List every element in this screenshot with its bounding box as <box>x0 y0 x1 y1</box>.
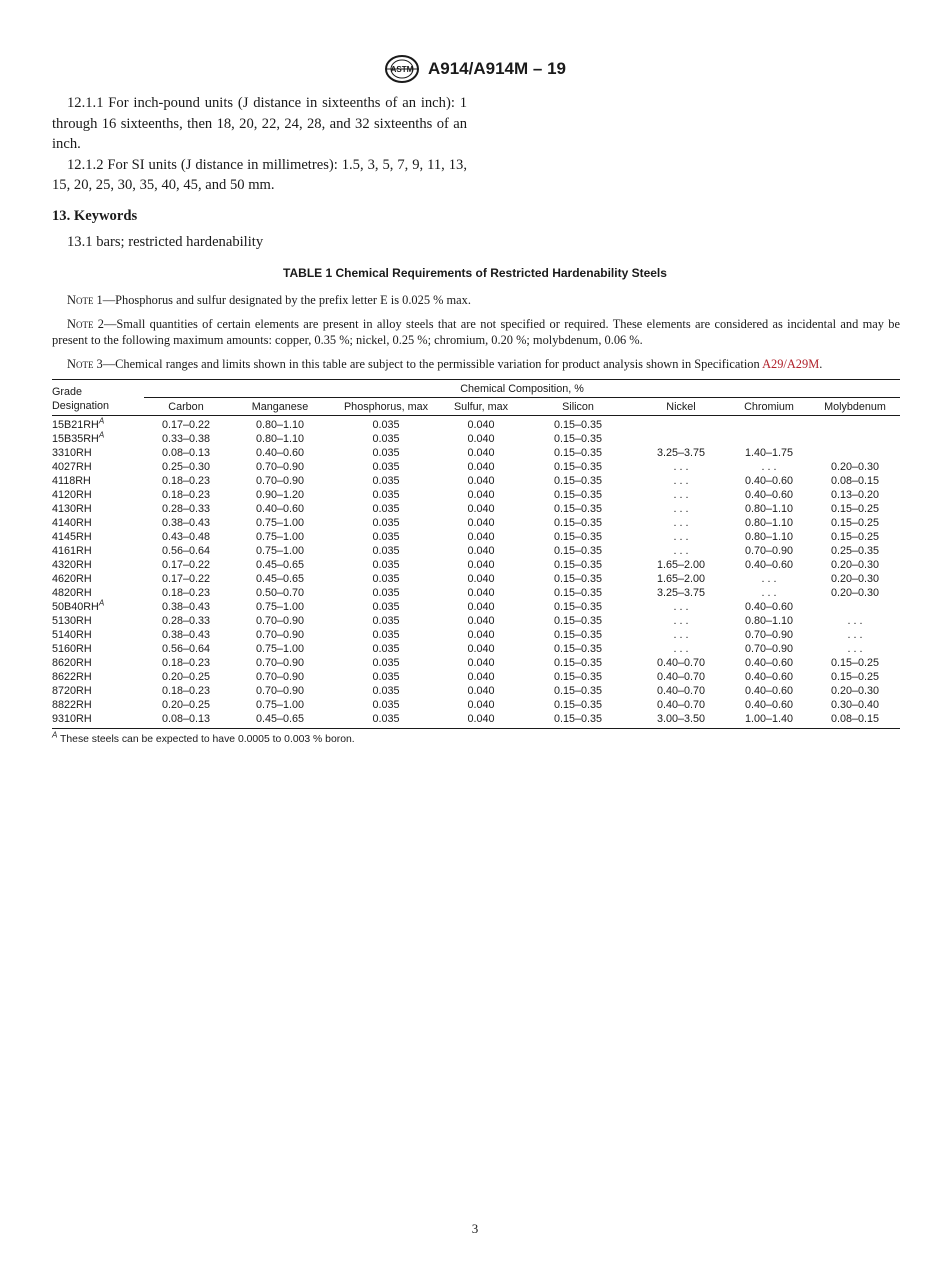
note-text: —Chemical ranges and limits shown in this table are subject to the permissible variation for product analysis shown in Specification <box>102 357 763 371</box>
cell-sulfur-max: 0.040 <box>467 517 495 529</box>
cell-sulfur-max: 0.040 <box>467 447 495 459</box>
cell-phosphorus-max: 0.035 <box>372 447 400 459</box>
table-title: TABLE 1 Chemical Requirements of Restricted Hardenability Steels <box>283 266 667 280</box>
cell-carbon: 0.38–0.43 <box>161 517 211 529</box>
cell-chromium: . . . <box>761 573 777 585</box>
cell-silicon: 0.15–0.35 <box>553 685 603 697</box>
cell-nickel: . . . <box>673 489 689 501</box>
table-row <box>52 670 900 684</box>
footnote-ref: A <box>98 598 105 608</box>
astm-logo-icon <box>384 54 420 84</box>
cell-manganese: 0.90–1.20 <box>255 489 305 501</box>
column-header-manganese: Manganese <box>228 398 332 416</box>
cell-chromium <box>728 432 810 446</box>
table-header-row-1 <box>52 380 900 398</box>
footnote-text: These steels can be expected to have 0.0005 to 0.003 % boron. <box>57 734 355 745</box>
note-text: —Small quantities of certain elements are present in alloy steels that are not specified or required. These elements are considered as incidental and may be present to the following maximum amounts: copper, 0.35 %; nickel, 0.25 %; chromium, 0.20 %; molybdenum, 0.06 %. <box>52 317 900 347</box>
grade-name: 9310RH <box>52 713 92 725</box>
cell-carbon: 0.20–0.25 <box>161 671 211 683</box>
grade-cell <box>52 698 144 712</box>
cell-carbon: 0.18–0.23 <box>161 657 211 669</box>
cell-nickel: 0.40–0.70 <box>656 657 706 669</box>
cell-chromium: 0.80–1.10 <box>744 503 794 515</box>
table-row <box>52 614 900 628</box>
cell-sulfur-max: 0.040 <box>467 615 495 627</box>
footnote-ref: A <box>98 430 105 440</box>
cell-carbon: 0.20–0.25 <box>161 699 211 711</box>
cell-manganese: 0.45–0.65 <box>228 712 332 729</box>
grade-name: 5140RH <box>52 629 92 641</box>
table-row <box>52 712 900 729</box>
cell-silicon: 0.15–0.35 <box>553 671 603 683</box>
grade-cell <box>52 446 144 460</box>
note-2 <box>52 316 900 348</box>
cell-silicon: 0.15–0.35 <box>553 573 603 585</box>
cell-nickel: . . . <box>673 531 689 543</box>
grade-designation-header <box>52 380 144 416</box>
cell-nickel: . . . <box>673 503 689 515</box>
grade-cell <box>52 684 144 698</box>
cell-phosphorus-max: 0.035 <box>372 615 400 627</box>
table-body <box>52 416 900 729</box>
cell-carbon: 0.18–0.23 <box>161 475 211 487</box>
cell-carbon: 0.25–0.30 <box>161 461 211 473</box>
cell-carbon: 0.38–0.43 <box>161 629 211 641</box>
grade-cell <box>52 432 144 446</box>
cell-manganese: 0.70–0.90 <box>255 615 305 627</box>
cell-molybdenum: . . . <box>847 615 863 627</box>
grade-name: 8720RH <box>52 685 92 697</box>
cell-silicon: 0.15–0.35 <box>553 587 603 599</box>
table-row <box>52 488 900 502</box>
page-number: 3 <box>471 1221 479 1236</box>
grade-name: 5130RH <box>52 615 92 627</box>
cell-carbon: 0.18–0.23 <box>161 587 211 599</box>
cell-silicon: 0.15–0.35 <box>553 475 603 487</box>
grade-name: 8822RH <box>52 699 92 711</box>
cell-chromium: 0.80–1.10 <box>744 531 794 543</box>
table-row <box>52 502 900 516</box>
cell-sulfur-max: 0.040 <box>467 475 495 487</box>
table-row <box>52 572 900 586</box>
grade-name: 15B35RH <box>52 433 99 445</box>
cell-phosphorus-max: 0.035 <box>372 657 400 669</box>
cell-nickel: . . . <box>673 601 689 613</box>
cell-chromium: 0.40–0.60 <box>744 685 794 697</box>
table-row <box>52 600 900 614</box>
grade-cell <box>52 656 144 670</box>
cell-phosphorus-max: 0.035 <box>372 419 400 431</box>
grade-name: 4027RH <box>52 461 92 473</box>
cell-nickel: . . . <box>673 545 689 557</box>
cell-nickel: 3.25–3.75 <box>656 447 706 459</box>
section-heading-keywords: 13. Keywords <box>52 207 138 224</box>
note-label: Note 3 <box>67 357 103 371</box>
grade-cell <box>52 460 144 474</box>
cell-silicon: 0.15–0.35 <box>553 489 603 501</box>
cell-molybdenum: 0.20–0.30 <box>830 573 880 585</box>
cell-chromium: 0.70–0.90 <box>744 643 794 655</box>
cell-nickel: . . . <box>673 615 689 627</box>
cell-carbon: 0.28–0.33 <box>161 615 211 627</box>
document-designation: A914/A914M – 19 <box>428 59 566 78</box>
cell-molybdenum: 0.08–0.15 <box>830 475 880 487</box>
cell-carbon: 0.38–0.43 <box>161 601 211 613</box>
cell-manganese: 0.80–1.10 <box>255 419 305 431</box>
cell-sulfur-max: 0.040 <box>467 531 495 543</box>
cell-molybdenum <box>810 432 900 446</box>
paragraph-12-1-2: 12.1.2 For SI units (J distance in millimetres): 1.5, 3, 5, 7, 9, 11, 13, 15, 20, 25, 30, 35, 40, 45, and 50 mm. <box>52 156 467 193</box>
table-row <box>52 432 900 446</box>
cell-sulfur-max: 0.040 <box>467 657 495 669</box>
grade-name: 4820RH <box>52 587 92 599</box>
cell-nickel <box>634 416 728 433</box>
cell-silicon: 0.15–0.35 <box>553 559 603 571</box>
cell-chromium: 0.40–0.60 <box>744 489 794 501</box>
chemical-requirements-table-wrapper <box>52 379 900 745</box>
column-header-carbon: Carbon <box>144 398 228 416</box>
cell-silicon: 0.15–0.35 <box>553 433 603 445</box>
cell-nickel: . . . <box>673 461 689 473</box>
note-text: —Phosphorus and sulfur designated by the prefix letter E is 0.025 % max. <box>102 293 471 307</box>
cell-sulfur-max: 0.040 <box>467 643 495 655</box>
grade-cell <box>52 712 144 729</box>
cell-chromium: 0.40–0.60 <box>744 601 794 613</box>
grade-name: 4145RH <box>52 531 92 543</box>
grade-name: 4161RH <box>52 545 92 557</box>
grade-cell <box>52 516 144 530</box>
cell-manganese: 0.70–0.90 <box>255 685 305 697</box>
table-row <box>52 558 900 572</box>
grade-name: 3310RH <box>52 447 92 459</box>
cell-nickel <box>634 432 728 446</box>
cell-phosphorus-max: 0.035 <box>372 643 400 655</box>
grade-cell <box>52 572 144 586</box>
column-header-phosphorus-max: Phosphorus, max <box>332 398 440 416</box>
cell-chromium: 0.40–0.60 <box>744 671 794 683</box>
cell-silicon: 0.15–0.35 <box>553 503 603 515</box>
cell-carbon: 0.17–0.22 <box>161 573 211 585</box>
cell-manganese: 0.75–1.00 <box>255 601 305 613</box>
cell-silicon: 0.15–0.35 <box>553 531 603 543</box>
grade-name: 4320RH <box>52 559 92 571</box>
grade-cell <box>52 544 144 558</box>
cell-sulfur-max: 0.040 <box>467 419 495 431</box>
cell-phosphorus-max: 0.035 <box>372 531 400 543</box>
note-label: Note 2 <box>67 317 104 331</box>
column-header-chromium: Chromium <box>728 398 810 416</box>
cell-silicon: 0.15–0.35 <box>553 615 603 627</box>
grade-cell <box>52 558 144 572</box>
cell-sulfur-max: 0.040 <box>467 503 495 515</box>
grade-name: 4120RH <box>52 489 92 501</box>
cell-chromium: 1.40–1.75 <box>744 447 794 459</box>
cell-carbon: 0.17–0.22 <box>161 559 211 571</box>
table-row <box>52 544 900 558</box>
cell-silicon: 0.15–0.35 <box>553 643 603 655</box>
cell-sulfur-max: 0.040 <box>467 601 495 613</box>
footnote-ref: A <box>98 416 105 426</box>
cell-nickel: 0.40–0.70 <box>656 699 706 711</box>
cell-manganese: 0.70–0.90 <box>255 629 305 641</box>
grade-name: 5160RH <box>52 643 92 655</box>
cell-chromium: 0.40–0.60 <box>744 699 794 711</box>
cell-phosphorus-max: 0.035 <box>372 517 400 529</box>
grade-name: 8620RH <box>52 657 92 669</box>
cell-manganese: 0.75–1.00 <box>255 517 305 529</box>
table-row <box>52 586 900 600</box>
note-1 <box>52 292 900 308</box>
cell-nickel: 3.00–3.50 <box>634 712 728 729</box>
table-footnote <box>52 730 900 745</box>
cell-carbon: 0.56–0.64 <box>161 643 211 655</box>
cell-phosphorus-max: 0.035 <box>372 461 400 473</box>
cell-chromium: 0.80–1.10 <box>744 615 794 627</box>
cell-silicon: 0.15–0.35 <box>553 517 603 529</box>
table-header-row-2 <box>52 398 900 416</box>
table-row <box>52 656 900 670</box>
cell-phosphorus-max: 0.035 <box>372 573 400 585</box>
cell-manganese: 0.75–1.00 <box>255 545 305 557</box>
cell-carbon: 0.17–0.22 <box>161 419 211 431</box>
cell-carbon: 0.28–0.33 <box>161 503 211 515</box>
cell-manganese: 0.70–0.90 <box>255 657 305 669</box>
cell-molybdenum: 0.15–0.25 <box>830 517 880 529</box>
cell-phosphorus-max: 0.035 <box>372 629 400 641</box>
cell-silicon: 0.15–0.35 <box>553 601 603 613</box>
cell-chromium: 0.70–0.90 <box>744 629 794 641</box>
column-header-sulfur-max: Sulfur, max <box>440 398 522 416</box>
grade-header-line-1: Grade <box>52 386 83 398</box>
cell-manganese: 0.45–0.65 <box>255 573 305 585</box>
grade-cell <box>52 600 144 614</box>
table-row <box>52 530 900 544</box>
cell-chromium: . . . <box>761 587 777 599</box>
grade-cell <box>52 670 144 684</box>
cell-manganese: 0.70–0.90 <box>255 461 305 473</box>
cell-chromium: 0.40–0.60 <box>744 559 794 571</box>
grade-name: 4118RH <box>52 475 91 487</box>
grade-name: 4130RH <box>52 503 92 515</box>
cell-phosphorus-max: 0.035 <box>372 433 400 445</box>
cell-manganese: 0.40–0.60 <box>255 503 305 515</box>
cell-molybdenum <box>810 416 900 433</box>
cell-molybdenum: 0.13–0.20 <box>830 489 880 501</box>
table-row <box>52 446 900 460</box>
logo-text: ASTM <box>390 65 414 74</box>
table-row <box>52 474 900 488</box>
cell-molybdenum: 0.20–0.30 <box>830 685 880 697</box>
cell-manganese: 0.45–0.65 <box>255 559 305 571</box>
cell-molybdenum: . . . <box>847 629 863 641</box>
cell-phosphorus-max: 0.035 <box>372 699 400 711</box>
cell-phosphorus-max: 0.035 <box>372 601 400 613</box>
cell-nickel: . . . <box>673 517 689 529</box>
cell-nickel: 1.65–2.00 <box>656 573 706 585</box>
note-label: Note 1 <box>67 293 103 307</box>
cell-manganese: 0.70–0.90 <box>255 671 305 683</box>
cell-carbon: 0.18–0.23 <box>161 489 211 501</box>
grade-name: 15B21RH <box>52 419 99 431</box>
cell-sulfur-max: 0.040 <box>467 461 495 473</box>
grade-name: 4620RH <box>52 573 92 585</box>
cell-sulfur-max: 0.040 <box>467 489 495 501</box>
table-row <box>52 628 900 642</box>
chemical-composition-header: Chemical Composition, % <box>144 380 900 398</box>
cell-phosphorus-max: 0.035 <box>372 545 400 557</box>
cell-phosphorus-max: 0.035 <box>372 587 400 599</box>
cell-molybdenum: 0.25–0.35 <box>830 545 880 557</box>
cell-nickel: 0.40–0.70 <box>656 685 706 697</box>
cell-silicon: 0.15–0.35 <box>553 545 603 557</box>
cell-manganese: 0.70–0.90 <box>255 475 305 487</box>
cell-phosphorus-max: 0.035 <box>372 503 400 515</box>
cell-molybdenum: 0.30–0.40 <box>830 699 880 711</box>
cell-sulfur-max: 0.040 <box>467 433 495 445</box>
cell-manganese: 0.75–1.00 <box>255 643 305 655</box>
table-row <box>52 684 900 698</box>
grade-cell <box>52 642 144 656</box>
cell-silicon: 0.15–0.35 <box>553 699 603 711</box>
cell-nickel: . . . <box>673 475 689 487</box>
note-text-end: . <box>819 357 823 371</box>
cell-silicon: 0.15–0.35 <box>553 657 603 669</box>
cell-molybdenum: 0.08–0.15 <box>810 712 900 729</box>
table-notes <box>52 292 900 380</box>
cell-chromium: 0.70–0.90 <box>744 545 794 557</box>
cell-nickel: . . . <box>673 629 689 641</box>
cell-carbon: 0.33–0.38 <box>161 433 211 445</box>
cell-molybdenum <box>810 600 900 614</box>
cell-nickel: . . . <box>673 643 689 655</box>
grade-cell <box>52 474 144 488</box>
cell-phosphorus-max: 0.035 <box>372 671 400 683</box>
grade-cell <box>52 614 144 628</box>
table-row <box>52 642 900 656</box>
cell-molybdenum: 0.15–0.25 <box>830 531 880 543</box>
cell-chromium: 0.40–0.60 <box>744 657 794 669</box>
cell-molybdenum: 0.20–0.30 <box>830 461 880 473</box>
cell-molybdenum: 0.15–0.25 <box>830 657 880 669</box>
cell-phosphorus-max: 0.035 <box>372 685 400 697</box>
grade-name: 8622RH <box>52 671 92 683</box>
cell-silicon: 0.15–0.35 <box>553 629 603 641</box>
body-text-column <box>52 93 467 253</box>
cell-carbon: 0.08–0.13 <box>161 447 211 459</box>
cell-sulfur-max: 0.040 <box>467 587 495 599</box>
cell-sulfur-max: 0.040 <box>440 712 522 729</box>
grade-cell <box>52 488 144 502</box>
table-row <box>52 516 900 530</box>
grade-name: 4140RH <box>52 517 92 529</box>
cell-chromium: 1.00–1.40 <box>728 712 810 729</box>
cell-sulfur-max: 0.040 <box>467 699 495 711</box>
cell-carbon: 0.43–0.48 <box>161 531 211 543</box>
table-row <box>52 698 900 712</box>
note-3 <box>52 356 900 372</box>
cell-phosphorus-max: 0.035 <box>372 489 400 501</box>
specification-link[interactable]: A29/A29M <box>762 357 820 371</box>
grade-name: 50B40RH <box>52 601 99 613</box>
cell-phosphorus-max: 0.035 <box>372 475 400 487</box>
cell-phosphorus-max: 0.035 <box>332 712 440 729</box>
cell-molybdenum: . . . <box>847 643 863 655</box>
cell-nickel: 1.65–2.00 <box>656 559 706 571</box>
cell-chromium: . . . <box>761 461 777 473</box>
footnote-marker: A <box>52 730 58 740</box>
cell-carbon: 0.18–0.23 <box>161 685 211 697</box>
cell-nickel: 3.25–3.75 <box>656 587 706 599</box>
column-header-silicon: Silicon <box>522 398 634 416</box>
cell-manganese: 0.75–1.00 <box>255 531 305 543</box>
table-row <box>52 416 900 433</box>
cell-sulfur-max: 0.040 <box>467 545 495 557</box>
cell-sulfur-max: 0.040 <box>467 629 495 641</box>
cell-carbon: 0.56–0.64 <box>161 545 211 557</box>
cell-sulfur-max: 0.040 <box>467 573 495 585</box>
cell-manganese: 0.40–0.60 <box>255 447 305 459</box>
grade-header-line-2: Designation <box>52 400 110 412</box>
cell-manganese: 0.80–1.10 <box>255 433 305 445</box>
cell-phosphorus-max: 0.035 <box>372 559 400 571</box>
cell-silicon: 0.15–0.35 <box>553 447 603 459</box>
cell-sulfur-max: 0.040 <box>467 685 495 697</box>
cell-sulfur-max: 0.040 <box>467 671 495 683</box>
grade-cell <box>52 502 144 516</box>
column-header-nickel: Nickel <box>634 398 728 416</box>
cell-manganese: 0.50–0.70 <box>255 587 305 599</box>
cell-molybdenum: 0.20–0.30 <box>830 587 880 599</box>
cell-chromium <box>728 416 810 433</box>
cell-manganese: 0.75–1.00 <box>255 699 305 711</box>
cell-molybdenum: 0.15–0.25 <box>830 503 880 515</box>
cell-molybdenum <box>810 446 900 460</box>
cell-silicon: 0.15–0.35 <box>553 419 603 431</box>
cell-sulfur-max: 0.040 <box>467 559 495 571</box>
cell-carbon: 0.08–0.13 <box>144 712 228 729</box>
paragraph-12-1-1: 12.1.1 For inch-pound units (J distance in sixteenths of an inch): 1 through 16 sixteenths, then 18, 20, 22, 24, 28, and 32 sixteenths of an inch. <box>52 95 467 152</box>
document-header <box>0 52 950 86</box>
cell-molybdenum: 0.15–0.25 <box>830 671 880 683</box>
column-header-molybdenum: Molybdenum <box>810 398 900 416</box>
grade-cell <box>52 530 144 544</box>
cell-nickel: 0.40–0.70 <box>656 671 706 683</box>
cell-chromium: 0.80–1.10 <box>744 517 794 529</box>
cell-silicon: 0.15–0.35 <box>553 461 603 473</box>
paragraph-13-1: 13.1 bars; restricted hardenability <box>67 234 264 250</box>
cell-silicon: 0.15–0.35 <box>522 712 634 729</box>
chemical-requirements-table <box>52 379 900 729</box>
grade-cell <box>52 628 144 642</box>
cell-chromium: 0.40–0.60 <box>744 475 794 487</box>
cell-molybdenum: 0.20–0.30 <box>830 559 880 571</box>
table-row <box>52 460 900 474</box>
